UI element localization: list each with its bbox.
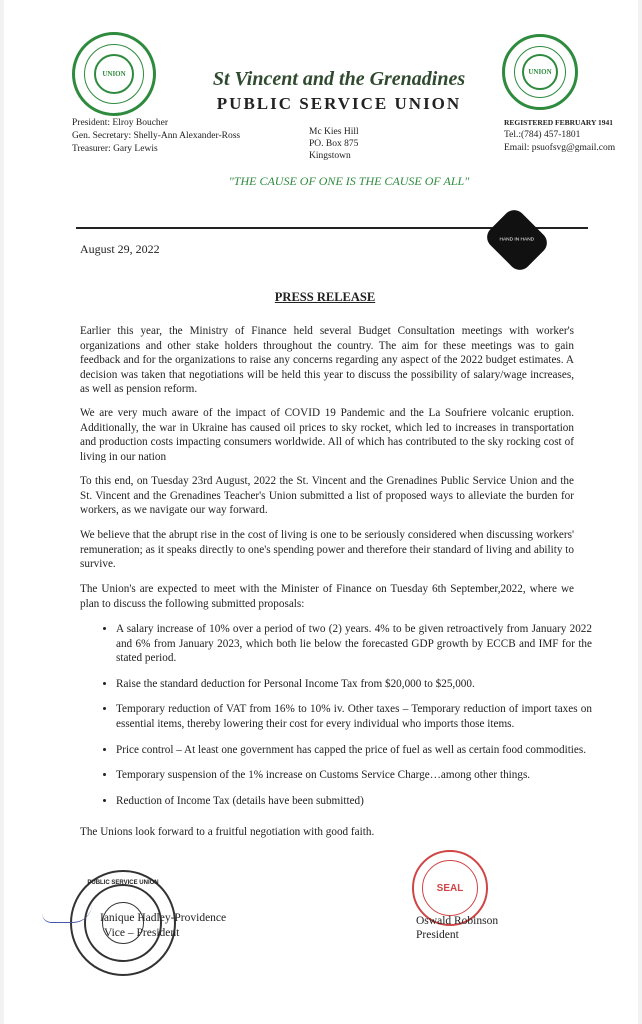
closing: The Unions look forward to a fruitful negotiation with good faith.: [80, 826, 375, 838]
list-item: • Temporary reduction of VAT from 16% to 10% iv. Other taxes – Temporary reduction of import taxes on essential items, thereby lowering their cost for every individual who imports those items.: [116, 702, 592, 731]
secretary: Gen. Secretary: Shelly-Ann Alexander-Ross: [72, 131, 241, 141]
document-title: PRESS RELEASE: [274, 290, 376, 304]
union-logo-left: UNION: [72, 32, 156, 116]
paragraph: Earlier this year, the Ministry of Finance held several Budget Consultation meetings with worker's organizations and other stake holders throughout the country. The aim for these meetings was to gain feedback and for the organizations to raise any concerns regarding any aspect of the 2022 budget estimates. A decision was taken that negotiations will be held this year to discuss the possibility of salary/wage increases, as well as pension reform.: [80, 325, 574, 396]
address: [309, 126, 359, 162]
left-signatory-name: Ianique Hadley-Providence: [100, 912, 227, 924]
motto: "THE CAUSE OF ONE IS THE CAUSE OF ALL": [228, 174, 470, 188]
union-stamp: PUBLIC SERVICE UNION: [70, 870, 176, 976]
hand-in-hand-logo: HAND IN HAND: [482, 205, 551, 274]
teachers-union-seal: SEAL: [412, 850, 488, 926]
list-item: • Temporary suspension of the 1% increase on Customs Service Charge…among other things.: [116, 768, 592, 783]
email: Email: psuofsvg@gmail.com: [504, 143, 616, 153]
org-subtitle: PUBLIC SERVICE UNION: [216, 94, 462, 113]
president: President: Elroy Boucher: [72, 118, 169, 128]
contact: [504, 116, 615, 155]
right-signatory-name: Oswald Robinson: [416, 915, 499, 927]
list-item: • Price control – At least one government has capped the price of fuel as well as certain food commodities.: [116, 743, 592, 758]
telephone: Tel.:(784) 457-1801: [504, 130, 581, 140]
registered: REGISTERED FEBRUARY 1941: [504, 118, 614, 127]
treasurer: Treasurer: Gary Lewis: [72, 144, 158, 154]
list-item: • A salary increase of 10% over a period of two (2) years. 4% to be given retroactively from January 2022 and 6% from January 2023, which both lie below the forecasted GDP growth by ECCB and IMF for the stated period.: [116, 622, 592, 666]
date: August 29, 2022: [80, 242, 160, 256]
right-signatory-role: President: [416, 929, 459, 941]
list-item: • Reduction of Income Tax (details have been submitted): [116, 794, 592, 809]
press-release-page: [4, 0, 638, 1024]
paragraph: We are very much aware of the impact of COVID 19 Pandemic and the La Soufriere volcanic eruption. Additionally, the war in Ukraine has caused oil prices to sky rocket, which led to increases in transportation and production costs impacting consumers worldwide. All of which has contributed to the sky rocking cost of living in our nation: [80, 407, 574, 463]
paragraph: We believe that the abrupt rise in the cost of living is one to be seriously considered when discussing workers' remuneration; as it speaks directly to one's spending power and therefore their standard of living and ability to survive.: [80, 529, 574, 571]
proposals-list: [96, 622, 592, 819]
address-line: Mc Kies Hill: [309, 127, 359, 137]
address-line: Kingstown: [309, 151, 351, 161]
paragraph: To this end, on Tuesday 23rd August, 2022 the St. Vincent and the Grenadines Public Service Union and the St. Vincent and the Grenadines Teacher's Union submitted a list of proposed ways to alleviate the burden for workers, as we navigate our way forward.: [80, 475, 574, 517]
paragraph: The Union's are expected to meet with the Minister of Finance on Tuesday 6th September,2022, where we plan to discuss the following submitted proposals:: [80, 583, 574, 610]
list-item: • Raise the standard deduction for Personal Income Tax from $20,000 to $25,000.: [116, 677, 592, 692]
officers: [72, 117, 240, 156]
org-name: St Vincent and the Grenadines: [212, 68, 466, 90]
left-signatory-role: Vice – President: [104, 927, 180, 939]
union-logo-right: UNION: [502, 34, 578, 110]
address-line: PO. Box 875: [309, 139, 359, 149]
